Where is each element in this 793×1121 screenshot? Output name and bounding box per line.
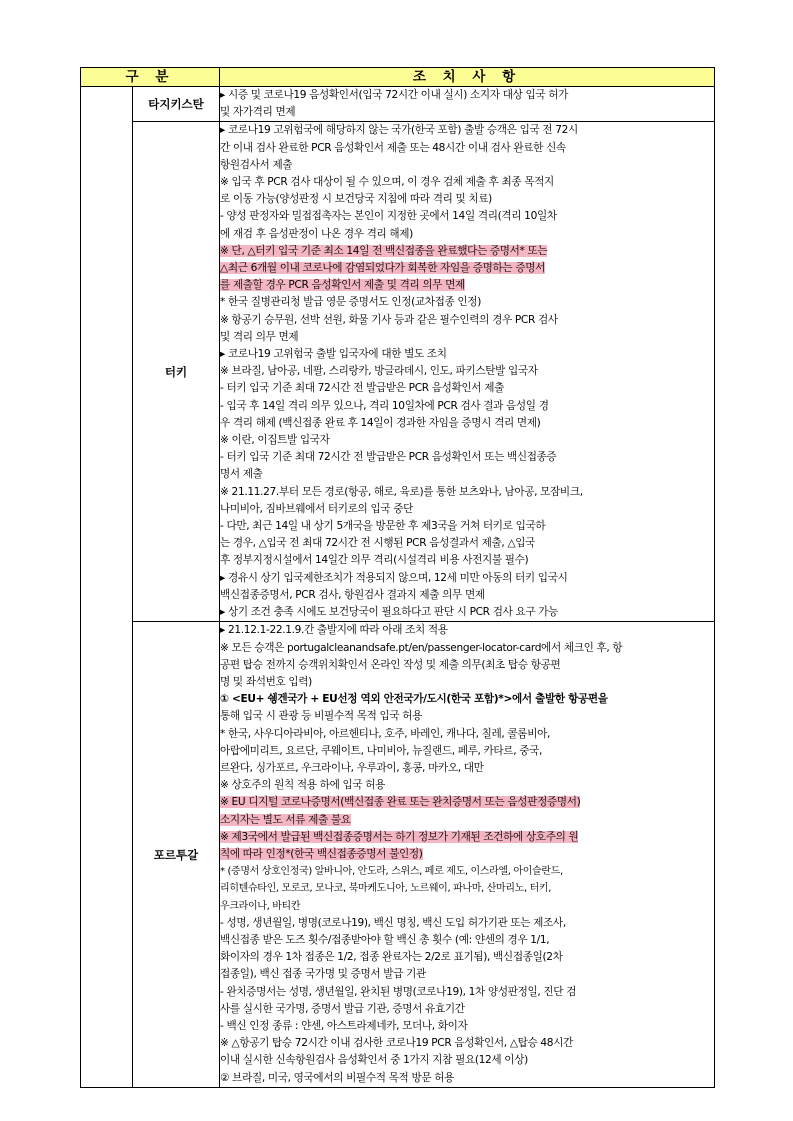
row-turkey [81,122,715,622]
text-line: 및 격리 의무 면제 [220,330,299,343]
text-line: ※ 항공기 승무원, 선박 선원, 화물 기사 등과 같은 필수인력의 경우 PCR 검사 [220,313,558,326]
text-line: ▸ 상기 조건 충족 시에도 보건당국이 필요하다고 판단 시 PCR 검사 요구 가능 [220,606,559,619]
header-category: 구 분 [81,68,220,87]
country-tajikistan: 타지키스탄 [133,87,220,122]
text-line: - 입국 후 14일 격리 의무 있으나, 격리 10일차에 PCR 검사 결과 음성일 경 [220,399,549,412]
text-line: 우 격리 해제 (백신접종 완료 후 14일이 경과한 자임을 증명시 격리 면제) [220,416,541,429]
highlighted-line: ※ 단, △터키 입국 기준 최소 14일 전 백신접종을 완료했다는 증명서* 또는 [220,244,548,257]
highlighted-line: 를 제출할 경우 PCR 음성확인서 제출 및 격리 의무 면제 [220,279,465,292]
text-line: - 성명, 생년월일, 병명(코로나19), 백신 명칭, 백신 도입 허가기관 또는 제조사, [220,916,566,929]
text-line: 백신접종증명서, PCR 검사, 항원검사 결과지 제출 의무 면제 [220,588,485,601]
text-line: ▸ 코로나19 고위험국 출발 입국자에 대한 별도 조치 [220,348,447,361]
highlighted-line: 소지자는 별도 서류 제출 불요 [220,813,351,826]
text-line: 항원검사서 제출 [220,158,293,171]
text-line: ※ △항공기 탑승 72시간 이내 검사한 코로나19 PCR 음성확인서, △탑승 48시간 [220,1037,573,1050]
region-cell [81,87,133,1088]
measures-table [80,67,715,1088]
highlighted-line: ※ EU 디지털 코로나증명서(백신접종 완료 또는 완치증명서 또는 음성판정증명서) [220,796,581,809]
text-line: - 터키 입국 기준 최대 72시간 전 발급받은 PCR 음성확인서 또는 백신접종증 [220,451,557,464]
text-line: 이내 실시한 신속항원검사 음성확인서 중 1가지 지참 필요(12세 이상) [220,1054,528,1067]
text-line: - 양성 판정자와 밀접접촉자는 본인이 지정한 곳에서 14일 격리(격리 10일차 [220,210,557,223]
text-line: 간 이내 검사 완료한 PCR 음성확인서 제출 또는 48시간 이내 검사 완료한 신속 [220,141,566,154]
content-turkey [220,122,715,622]
text-line: ※ 이란, 이집트발 입국자 [220,434,330,447]
text-line: * (증명서 상호인정국) 알바니아, 안도라, 스위스, 페로 제도, 이스라엘, 아이슬란드, [220,866,563,878]
text-line: 우크라이나, 바티칸 [220,900,301,912]
text-line: 백신접종 받은 도즈 횟수/접종받아야 할 백신 총 횟수 (예: 얀센의 경우 1/1, [220,933,550,946]
text-line: 로 이동 가능(양성판정 시 보건당국 지침에 따라 격리 및 치료) [220,193,492,206]
text-line: ▸ 코로나19 고위험국에 해당하지 않는 국가(한국 포함) 출발 승객은 입국 전 72시 [220,124,578,137]
text-line: ※ 브라질, 남아공, 네팔, 스리랑카, 방글라데시, 인도, 파키스탄발 입국자 [220,365,538,378]
text-line: ※ 모든 승객은 portugalcleanandsafe.pt/en/passenger-locator-card에서 체크인 후, 항 [220,641,623,654]
text-line: 명 및 좌석번호 입력) [220,675,312,688]
highlighted-line: △최근 6개월 이내 코로나에 감염되었다가 회복한 자임을 증명하는 증명서 [220,262,545,275]
text-line: ② 브라질, 미국, 영국에서의 비필수적 목적 방문 허용 [220,1071,454,1084]
text-line: 후 정부지정시설에서 14일간 의무 격리(시설격리 비용 사전지불 필수) [220,554,529,567]
text-line: 및 자가격리 면제 [220,106,296,119]
text-line: ※ 21.11.27.부터 모든 경로(항공, 해로, 육로)를 통한 보츠와나, 남아공, 모잠비크, [220,485,583,498]
text-line: ▸ 경유시 상기 입국제한조치가 적용되지 않으며, 12세 미만 아동의 터키 입국시 [220,571,568,584]
text-line: 사를 실시한 국가명, 증명서 발급 기관, 증명서 유효기간 [220,1002,465,1015]
text-line: 르완다, 싱가포르, 우크라이나, 우루과이, 홍콩, 마카오, 대만 [220,761,484,774]
text-line: * 한국, 사우디아라비아, 아르헨티나, 호주, 바레인, 캐나다, 칠레, 콜롬비아, [220,727,550,740]
text-line: ※ 상호주의 원칙 적용 하에 입국 허용 [220,779,386,792]
row-portugal [81,622,715,1087]
text-line: ※ 입국 후 PCR 검사 대상이 될 수 있으며, 이 경우 검체 제출 후 최종 목적지 [220,176,554,189]
row-tajikistan [81,87,715,122]
text-line: 는 경우, △입국 전 최대 72시간 전 시행된 PCR 음성결과서 제출, △입국 [220,537,536,550]
text-line: 접종일), 백신 접종 국가명 및 증명서 발급 기관 [220,968,426,981]
highlighted-line: 칙에 따라 인정*(한국 백신접종증명서 불인정) [220,847,423,860]
text-line: * 한국 질병관리청 발급 영문 증명서도 인정(교차접종 인정) [220,296,481,309]
text-line: 화이자의 경우 1차 접종은 1/2, 접종 완료자는 2/2로 표기됨), 백신접종일(2차 [220,951,563,964]
country-portugal: 포르투갈 [133,622,220,1087]
text-line: ▸ 시증 및 코로나19 음성확인서(입국 72시간 이내 실시) 소지자 대상 입국 허가 [220,89,569,101]
text-line: 에 재검 후 음성판정이 나온 경우 격리 해제) [220,227,413,240]
content-tajikistan [220,87,715,122]
highlighted-line: ※ 제3국에서 발급된 백신접종증명서는 하기 정보가 기재된 조건하에 상호주의 원 [220,830,579,843]
text-line: 아랍에미리트, 요르단, 쿠웨이트, 나미비아, 뉴질랜드, 페루, 카타르, 중국, [220,744,543,757]
text-line: 리히텐슈타인, 모로코, 모나코, 북마케도니아, 노르웨이, 파나마, 산마리노, 터키, [220,883,552,895]
text-line: - 다만, 최근 14일 내 상기 5개국을 방문한 후 제3국을 거쳐 터키로 입국하 [220,520,546,533]
header-measures: 조 치 사 항 [220,68,715,87]
header-row [81,68,715,87]
text-line: - 터키 입국 기준 최대 72시간 전 발급받은 PCR 음성확인서 제출 [220,382,504,395]
text-line: 명서 제출 [220,468,263,481]
text-line: - 완치증명서는 성명, 생년월일, 완치된 병명(코로나19), 1차 양성판정일, 진단 검 [220,985,577,998]
text-line: 공편 탑승 전까지 승객위치확인서 온라인 작성 및 제출 의무(최초 탑승 항공편 [220,658,561,671]
content-portugal [220,622,715,1087]
text-line: 통해 입국 시 관광 등 비필수적 목적 입국 허용 [220,710,423,723]
text-line: - 백신 인정 종류 : 얀센, 아스트라제네카, 모더나, 화이자 [220,1019,468,1032]
country-turkey: 터키 [133,122,220,622]
text-line: ▸ 21.12.1-22.1.9.간 출발지에 따라 아래 조치 적용 [220,624,448,637]
text-line: ① <EU+ 쉥겐국가 + EU선정 역외 안전국가/도시(한국 포함)*>에서 출발한 항공편을 [220,693,608,706]
text-line: 나미비아, 짐바브웨에서 터키로의 입국 중단 [220,502,414,515]
